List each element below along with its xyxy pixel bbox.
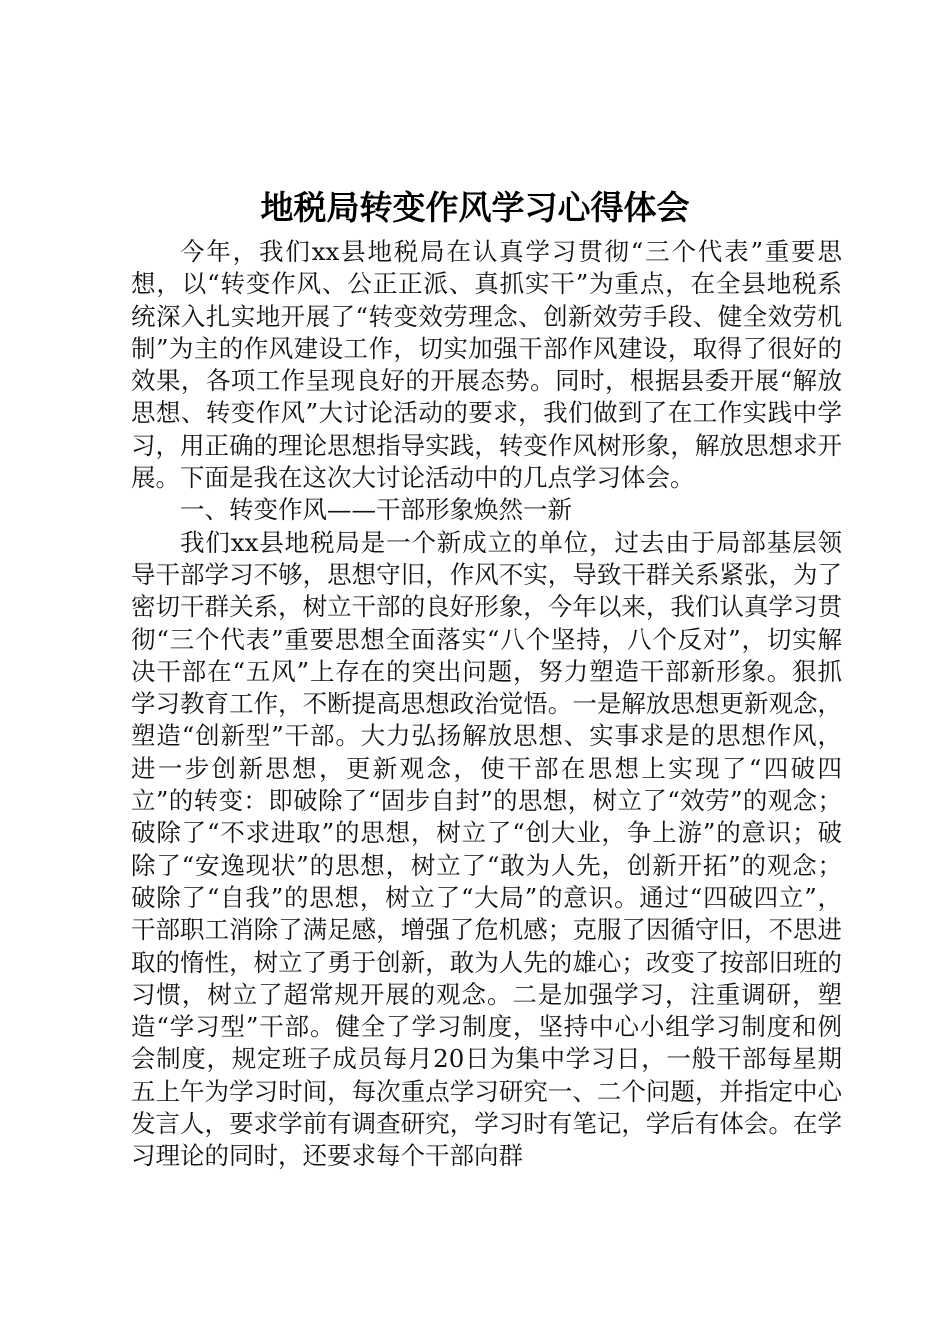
section-paragraph: 我们xx县地税局是一个新成立的单位，过去由于局部基层领导干部学习不够，思想守旧，作风不实，导致干群关系紧张，为了密切干群关系，树立干部的良好形象，今年以来，我们认真学习贯彻“三个代表”重要思想全面落实“八个坚持，八个反对”，切实解决干部在“五风”上存在的突出问题，努力塑造干部新形象。狠抓学习教育工作，不断提高思想政治觉悟。一是解放思想更新观念，塑造“创新型”干部。大力弘扬解放思想、实事求是的思想作风，进一步创新思想，更新观念，使干部在思想上实现了“四破四立”的转变：即破除了“固步自封”的思想，树立了“效劳”的观念；破除了“不求进取”的思想，树立了“创大业，争上游”的意识；破除了“安逸现状”的思想，树立了“敢为人先，创新开拓”的观念；破除了“自我”的思想，树立了“大局”的意识。通过“四破四立”，干部职工消除了满足感，增强了危机感；克服了因循守旧，不思进取的惰性，树立了勇于创新，敢为人先的雄心；改变了按部旧班的习惯，树立了超常规开展的观念。二是加强学习，注重调研，塑造“学习型”干部。健全了学习制度，坚持中心小组学习制度和例会制度，规定班子成员每月20日为集中学习日，一般干部每星期五上午为学习时间，每次重点学习研究一、二个问题，并指定中心发言人，要求学前有调查研究，学习时有笔记，学后有体会。在学习理论的同时，还要求每个干部向群: [131, 527, 842, 1171]
document-title: 地税局转变作风学习心得体会: [260, 188, 690, 227]
document-body: [131, 236, 842, 1173]
section-heading: 一、转变作风——干部形象焕然一新: [180, 495, 572, 525]
intro-paragraph: 今年，我们xx县地税局在认真学习贯彻“三个代表”重要思想，以“转变作风、公正正派、真抓实干”为重点，在全县地税系统深入扎实地开展了“转变效劳理念、创新效劳手段、健全效劳机制”为主的作风建设工作，切实加强干部作风建设，取得了很好的效果，各项工作呈现良好的开展态势。同时，根据县委开展“解放思想、转变作风”大讨论活动的要求，我们做到了在工作实践中学习，用正确的理论思想指导实践，转变作风树形象，解放思想求开展。下面是我在这次大讨论活动中的几点学习体会。: [131, 237, 842, 493]
